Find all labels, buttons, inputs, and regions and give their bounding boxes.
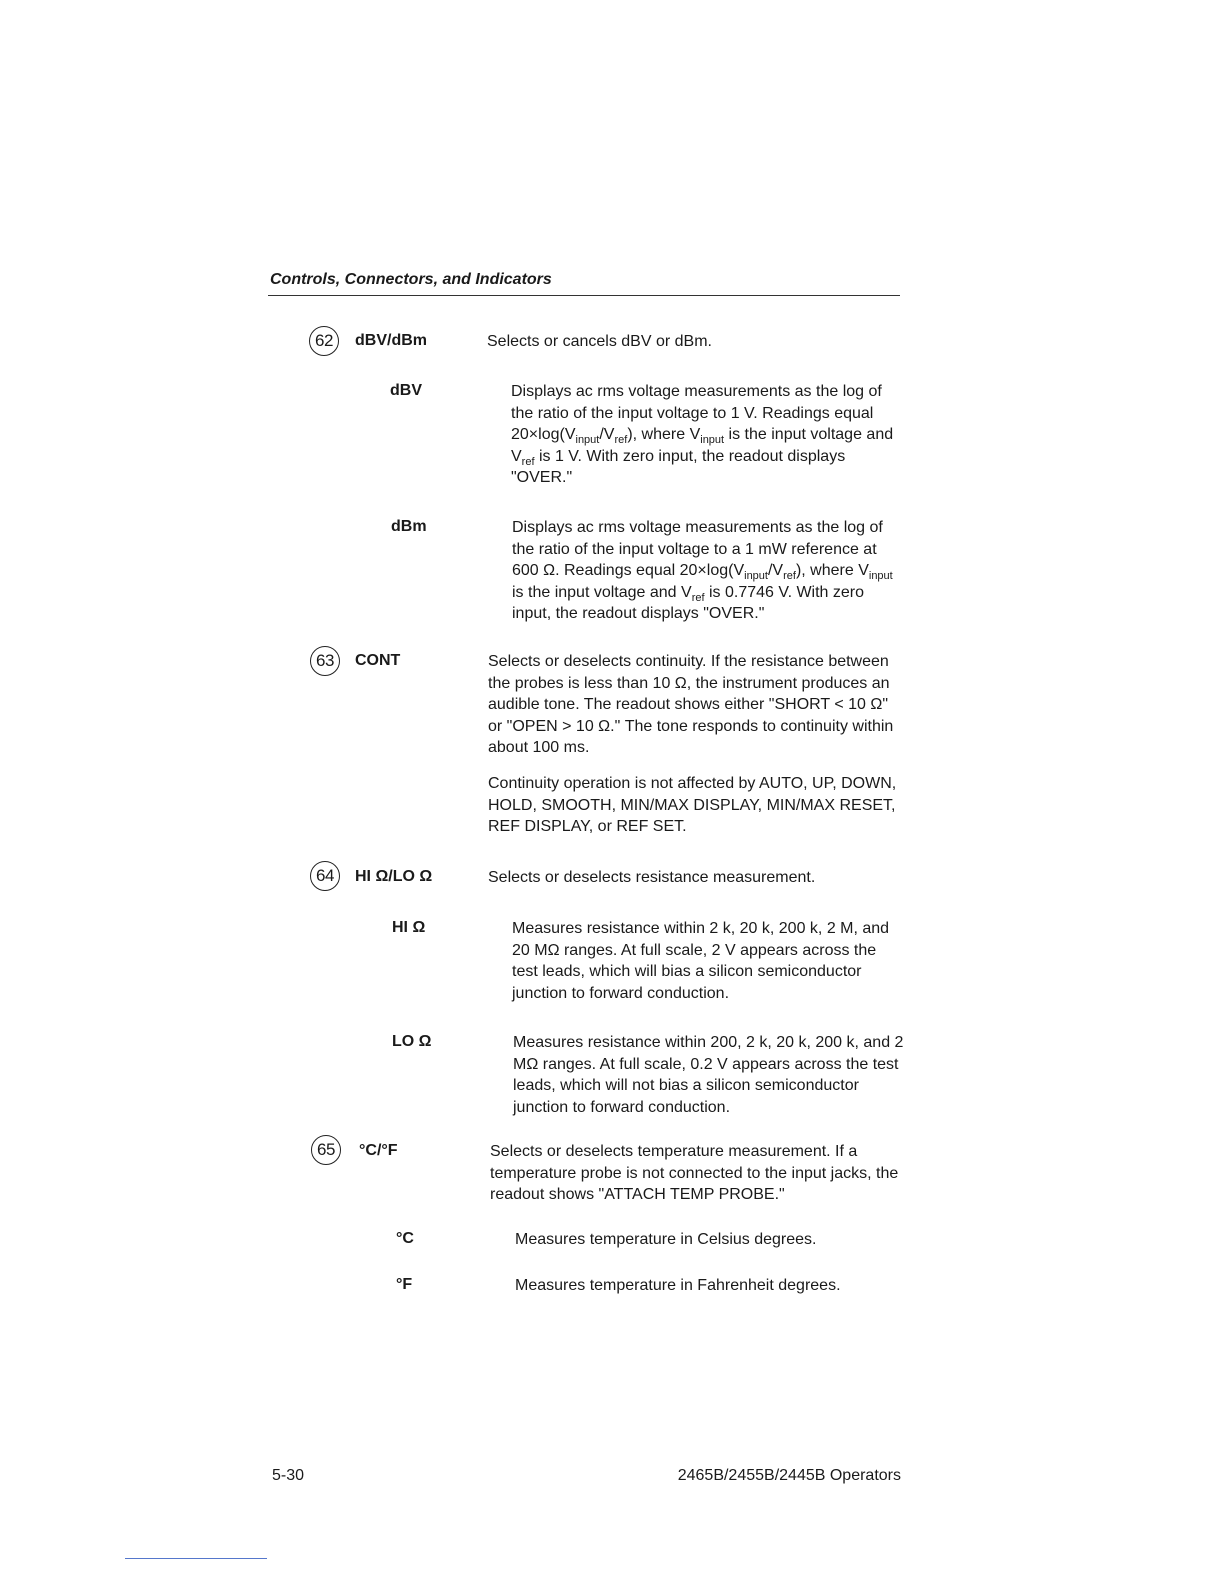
- item-number-62: 62: [309, 326, 339, 356]
- item-label-celsius-fahrenheit: °C/°F: [359, 1142, 398, 1159]
- page-number: 5-30: [272, 1467, 305, 1484]
- subitem-desc-dbm: Displays ac rms voltage measurements as the log of the ratio of the input voltage to a 1 mW reference at 600 Ω. Readings equal $20\times\log(V_{input}/V_{ref})$, where $V_{input}$ is the input voltage and $V_{ref}$ is 0.7746 V. With zero input, the readout displays "OVER.": [512, 519, 893, 623]
- item-number-64: 64: [310, 861, 340, 891]
- subitem-label-lo-ohm: LO Ω: [392, 1033, 432, 1050]
- item-number-65: 65: [311, 1135, 341, 1165]
- subitem-desc-lo-ohm: Measures resistance within 200, 2 k, 20 k, 200 k, and 2 MΩ ranges. At full scale, 0.2 V appears across the test leads, which will not bias a silicon semiconductor junction to forward conduction.: [513, 1034, 904, 1116]
- item-desc-cont-p1: Selects or deselects continuity. If the resistance between the probes is less than 10 Ω, the instrument produces an audible tone. The readout shows either "SHORT < 10 Ω" or "OPEN > 10 Ω." The tone responds to continuity within about 100 ms.: [488, 653, 894, 757]
- subitem-label-dbv: dBV: [390, 382, 422, 399]
- subitem-desc-celsius: Measures temperature in Celsius degrees.: [515, 1231, 817, 1248]
- item-desc-cont: [488, 651, 906, 838]
- subitem-label-hi-ohm: HI Ω: [392, 919, 426, 936]
- header-rule: [268, 295, 900, 296]
- item-desc-cont-p2: Continuity operation is not affected by AUTO, UP, DOWN, HOLD, SMOOTH, MIN/MAX DISPLAY, MIN/MAX RESET, REF DISPLAY, or REF SET.: [488, 774, 897, 836]
- item-desc-dbv-dbm: Selects or cancels dBV or dBm.: [487, 333, 712, 350]
- subitem-label-fahrenheit: °F: [396, 1276, 413, 1293]
- item-desc-hi-lo-ohm: Selects or deselects resistance measurement.: [488, 869, 816, 886]
- item-desc-celsius-fahrenheit: Selects or deselects temperature measurement. If a temperature probe is not connected to the input jacks, the readout shows "ATTACH TEMP PROBE.": [490, 1143, 899, 1204]
- item-number-63: 63: [310, 646, 340, 676]
- manual-title: 2465B/2455B/2445B Operators: [677, 1467, 901, 1484]
- subitem-desc-dbv: Displays ac rms voltage measurements as the log of the ratio of the input voltage to 1 V. Readings equal $20\times\log(V_{input}/V_{ref})$, where $V_{input}$ is the input voltage and $V_{ref}$ is 1 V. With zero input, the readout displays "OVER.": [511, 383, 894, 487]
- subitem-desc-fahrenheit: Measures temperature in Fahrenheit degrees.: [515, 1277, 841, 1294]
- footer-link-bar: [125, 1558, 267, 1559]
- item-label-hi-lo-ohm: HI Ω/LO Ω: [355, 868, 433, 885]
- subitem-label-dbm: dBm: [391, 518, 427, 535]
- item-label-cont: CONT: [355, 652, 401, 669]
- subitem-label-celsius: °C: [396, 1230, 414, 1247]
- item-label-dbv-dbm: dBV/dBm: [355, 332, 427, 349]
- subitem-desc-hi-ohm: Measures resistance within 2 k, 20 k, 200 k, 2 M, and 20 MΩ ranges. At full scale, 2 V appears across the test leads, which will bias a silicon semiconductor junction to forward conduction.: [512, 920, 890, 1002]
- page-header-title: Controls, Connectors, and Indicators: [270, 271, 552, 288]
